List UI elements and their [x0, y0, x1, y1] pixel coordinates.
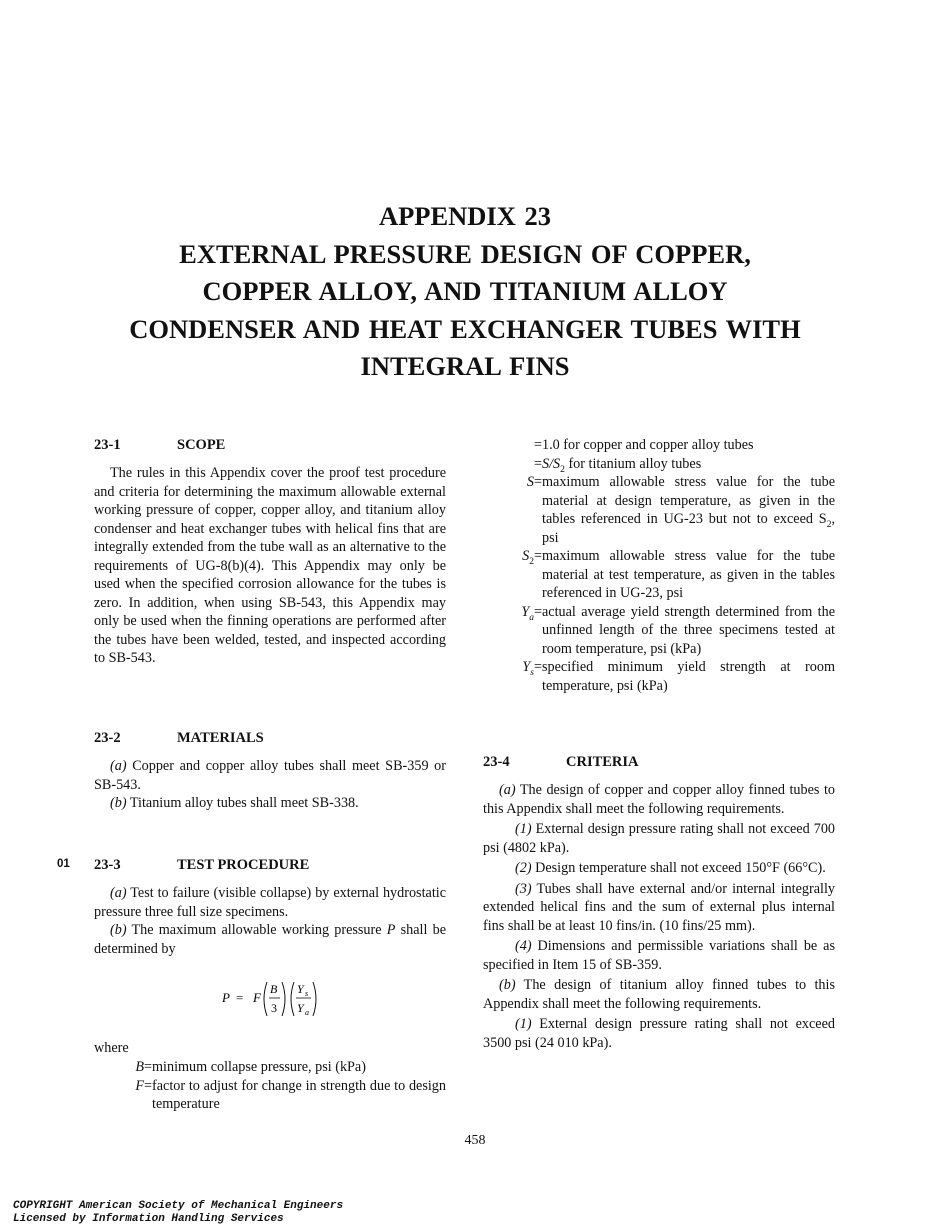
paren-right-2 — [313, 982, 316, 1016]
item-text: External design pressure rating shall not exceed 700 psi (4802 kPa). — [483, 821, 836, 856]
item-text: Titanium alloy tubes shall meet SB-338. — [129, 795, 359, 811]
section-title: SCOPE — [177, 437, 226, 453]
paren-right-1 — [282, 982, 285, 1016]
item-text: Dimensions and permissible variations shall be as specified in Item 15 of SB-359. — [483, 938, 836, 973]
item-label: (a) — [110, 885, 127, 901]
page-number: 458 — [464, 1133, 486, 1148]
section-heading-23-1 — [94, 436, 446, 456]
item-label: (b) — [110, 922, 127, 938]
item-label: (a) — [499, 782, 516, 798]
mawp-formula — [222, 978, 332, 1022]
symbol: Y — [521, 603, 530, 620]
formula-f: F — [253, 990, 261, 1005]
item-label: (4) — [515, 938, 532, 954]
title-line-3: CONDENSER AND HEAT EXCHANGER TUBES WITH — [129, 313, 801, 344]
criteria-item-a4 — [483, 937, 835, 974]
item-text-cont: shall be determined by — [94, 922, 447, 957]
item-label: (b) — [499, 977, 516, 993]
symbol: B — [135, 1059, 144, 1075]
subscript: 2 — [560, 464, 565, 475]
criteria-block — [483, 781, 835, 1052]
footer-line-2: Licensed by Information Handling Services — [13, 1213, 284, 1225]
materials-item-a — [94, 757, 446, 794]
appendix-number: APPENDIX 23 — [378, 201, 552, 231]
paren-left-2 — [291, 982, 294, 1016]
right-definitions — [483, 436, 835, 695]
criteria-item-b1 — [483, 1015, 835, 1052]
copyright-footer — [13, 1200, 343, 1226]
fraction-2-numerator-sub: s — [305, 989, 309, 998]
item-text: External design pressure rating shall not exceed 3500 psi (24 010 kPa). — [483, 1016, 836, 1051]
fraction-2-denominator: Y — [297, 1001, 304, 1015]
materials-block — [94, 757, 446, 813]
definition-f: F= factor to adjust for change in strength due to design temperature — [135, 1077, 446, 1112]
item-label: (3) — [515, 880, 532, 897]
definition-text: specified minimum yield strength at room temperature, psi (kPa) — [542, 659, 835, 694]
formula-equals: = — [236, 990, 244, 1005]
fraction-1-denominator: 3 — [271, 1001, 277, 1015]
definition-f-value-2: = $S/S_2$ for titanium alloy tubes — [533, 455, 702, 475]
section-number: 23-4 — [483, 754, 510, 770]
section-number: 23-2 — [94, 730, 121, 746]
item-label: (b) — [110, 795, 127, 811]
definition-text: minimum collapse pressure, psi (kPa) — [152, 1059, 366, 1075]
title-line-2: COPPER ALLOY, AND TITANIUM ALLOY — [202, 276, 728, 306]
symbol: S — [526, 474, 534, 490]
scope-text: The rules in this Appendix cover the proof test procedure and criteria for determining the maximum allowable external working pressure of copper, copper alloy, and titanium alloy condenser and heat exchanger tubes with helical fins that are integrally extended from the tube wall as an alternative to the requirements of UG-8(b)(4). This Appendix may only be used when the specified corrosion allowance for the tubes is zero. In addition, when using SB-543, this Appendix may only be used when the finning operations are performed after the tubes have been welded, tested, and inspected according to SB-543. — [94, 465, 446, 666]
definition-text: maximum allowable stress value for the tube material at test temperature, as given in the tables referenced in UG-23, psi — [542, 548, 835, 601]
section-heading-23-2 — [94, 729, 446, 749]
symbol: Y — [522, 659, 531, 675]
symbol: F — [135, 1077, 144, 1094]
fraction-2-denominator-sub: a — [305, 1008, 309, 1017]
section-heading-23-4 — [483, 753, 835, 773]
item-text: Test to failure (visible collapse) by external hydrostatic pressure three full size specimens. — [94, 885, 446, 920]
section-title: TEST PROCEDURE — [177, 857, 310, 873]
item-text: The design of copper and copper alloy finned tubes to this Appendix shall meet the following requirements. — [483, 782, 835, 817]
test-item-b — [94, 921, 446, 958]
left-column — [94, 0, 446, 1230]
materials-item-b — [94, 794, 446, 813]
title-line-1: EXTERNAL PRESSURE DESIGN OF COPPER, — [179, 238, 751, 269]
variable-p: P — [386, 922, 396, 938]
criteria-item-a — [483, 781, 835, 818]
item-label: (2) — [515, 860, 532, 876]
scope-paragraph — [94, 464, 446, 668]
left-definitions — [94, 1058, 446, 1114]
criteria-item-a1 — [483, 820, 835, 857]
subscript: 2 — [826, 519, 832, 530]
title-line-4: INTEGRAL FINS — [360, 351, 570, 381]
footer-line-1: COPYRIGHT American Society of Mechanical Engineers — [13, 1200, 344, 1212]
item-text: The design of titanium alloy finned tubes to this Appendix shall meet the following requirements. — [483, 977, 835, 1012]
symbol: S — [522, 548, 530, 564]
test-item-a — [94, 884, 446, 921]
where-text: where — [94, 1040, 129, 1056]
item-text: Design temperature shall not exceed 150°F (66°C). — [535, 860, 826, 876]
paren-left-1 — [264, 982, 267, 1016]
definition-text: factor to adjust for change in strength due to design temperature — [152, 1077, 446, 1112]
definition-text: 1.0 for copper and copper alloy tubes — [542, 437, 754, 453]
definition-text: for titanium alloy tubes — [564, 455, 702, 472]
definition-b: B= minimum collapse pressure, psi (kPa) — [135, 1059, 366, 1075]
fraction-1-numerator: B — [270, 982, 278, 996]
criteria-item-a2 — [483, 859, 835, 878]
definition-ya: $Y_a=$ actual average yield strength determined from the unfinned length of the three specimens tested at room temperature, psi (kPa) — [521, 603, 835, 657]
definition-s: S= maximum allowable stress value for the tube material at design temperature, as given in the tables referenced in UG-23 but not to exceed $S_2$, psi — [526, 474, 835, 546]
criteria-item-b — [483, 976, 835, 1013]
definition-ys: $Y_s=$ specified minimum yield strength at room temperature, psi (kPa) — [522, 659, 835, 694]
definition-s2: $S_2=$ maximum allowable stress value for the tube material at test temperature, as given in the tables referenced in UG-23, psi — [522, 548, 835, 601]
definition-text: actual average yield strength determined from the unfinned length of the three specimens tested at room temperature, psi (kPa) — [542, 603, 835, 657]
item-text: Tubes shall have external and/or internal integrally extended helical fins and the sum of external plus internal fins shall be at least 10 fins/in. (10 fins/25 mm). — [483, 880, 835, 934]
subscript: s — [530, 667, 534, 678]
criteria-item-a3 — [483, 880, 835, 936]
definition-f-value-1: = 1.0 for copper and copper alloy tubes — [533, 437, 754, 453]
section-title: MATERIALS — [177, 730, 264, 746]
item-text: Copper and copper alloy tubes shall meet SB-359 or SB-543. — [94, 758, 446, 793]
section-number: 23-3 — [94, 857, 121, 873]
subscript: 2 — [529, 556, 534, 567]
item-label: (1) — [515, 821, 532, 837]
right-column — [483, 0, 835, 1230]
item-label: (1) — [515, 1016, 532, 1032]
where-label — [94, 1039, 446, 1058]
section-number: 23-1 — [94, 437, 121, 453]
test-procedure-block — [94, 884, 446, 958]
section-title: CRITERIA — [566, 754, 639, 770]
section-heading-23-3 — [94, 856, 446, 876]
revision-margin-mark: 01 — [57, 858, 70, 870]
subscript: a — [529, 612, 534, 623]
item-label: (a) — [110, 758, 127, 774]
formula-lhs: P — [222, 990, 230, 1005]
item-text: The maximum allowable working pressure — [131, 922, 382, 938]
definition-text: maximum allowable stress value for the tube material at design temperature, as given in the tables referenced in UG-23 but not to exceed S — [542, 474, 835, 527]
fraction-2-numerator: Y — [297, 982, 304, 996]
ratio-text: S/S — [542, 455, 561, 472]
definition-text-end: , psi — [542, 511, 835, 546]
